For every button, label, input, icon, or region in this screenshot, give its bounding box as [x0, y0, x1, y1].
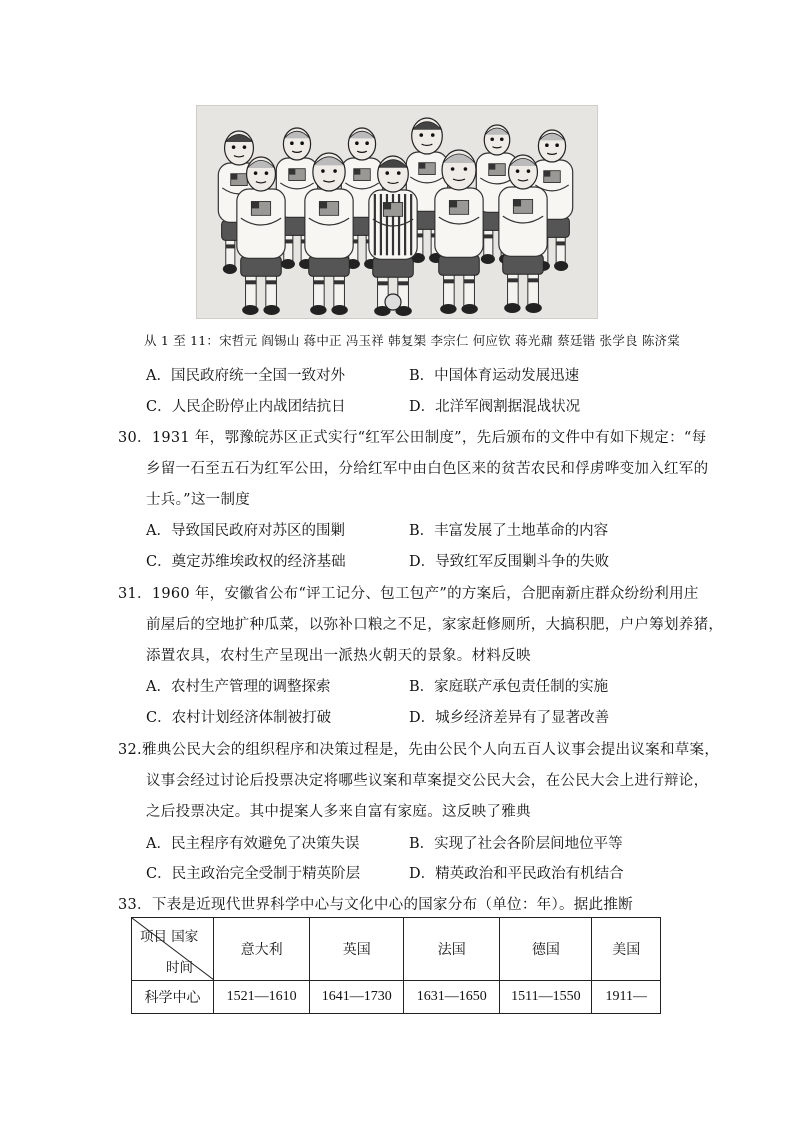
q30-option-b[interactable]: B．丰富发展了土地革命的内容 — [409, 523, 609, 539]
q29-option-c[interactable]: C．人民企盼停止内战团结抗日 — [146, 399, 346, 415]
table-cell: 1631—1650 — [404, 981, 500, 1014]
science-center-table — [131, 917, 661, 1014]
q30-option-d[interactable]: D．导致红军反围剿斗争的失败 — [409, 554, 610, 570]
table-cell: 1641—1730 — [310, 981, 404, 1014]
table-cell: 1511—1550 — [500, 981, 592, 1014]
q30-option-c[interactable]: C．奠定苏维埃政权的经济基础 — [146, 554, 346, 570]
table-header-row — [132, 918, 661, 981]
q32-option-a[interactable]: A．民主程序有效避免了决策失误 — [146, 836, 360, 852]
q29-option-b[interactable]: B．中国体育运动发展迅速 — [409, 368, 580, 384]
q33-stem-line: 33．下表是近现代世界科学中心与文化中心的国家分布（单位：年）。据此推断 — [118, 897, 633, 913]
corner-label-top: 项目 国家 — [140, 929, 199, 945]
table-cell: 1911— — [592, 981, 661, 1014]
cartoon-figure — [435, 150, 483, 314]
q29-option-d[interactable]: D．北洋军阀割据混战状况 — [409, 399, 581, 415]
col-header-usa: 美国 — [592, 918, 661, 981]
q32-stem-line-3: 之后投票决定。其中提案人多来自富有家庭。这反映了雅典 — [146, 804, 531, 820]
table-row — [132, 981, 661, 1014]
q30-stem-line-2: 乡留一石至五石为红军公田，分给红军中由白色区来的贫苦农民和俘虏哗变加入红军的 — [146, 461, 709, 477]
q31-stem-line-3: 添置农具，农村生产呈现出一派热火朝天的景象。材料反映 — [146, 648, 531, 664]
q31-stem-line-2: 前屋后的空地扩种瓜菜，以弥补口粮之不足，家家赶修厕所，大搞积肥，户户筹划养猪， — [146, 617, 724, 633]
q32-option-c[interactable]: C．民主政治完全受制于精英阶层 — [146, 866, 361, 882]
q31-option-c[interactable]: C．农村计划经济体制被打破 — [146, 710, 332, 726]
q31-stem-line-1: 31．1960 年，安徽省公布“评工记分、包工包产”的方案后，合肥南新庄群众纷纷利用庄 — [118, 586, 699, 602]
q30-stem-line-1: 30．1931 年，鄂豫皖苏区正式实行“红军公田制度”，先后颁布的文件中有如下规定：“每 — [118, 430, 707, 446]
q31-option-d[interactable]: D．城乡经济差异有了显著改善 — [409, 710, 610, 726]
q32-stem-line-1: 32.雅典公民大会的组织程序和决策过程是，先由公民个人向五百人议事会提出议案和草案， — [118, 742, 720, 758]
corner-label-bottom: 时间 — [166, 960, 193, 976]
col-header-uk: 英国 — [310, 918, 404, 981]
col-header-germany: 德国 — [500, 918, 592, 981]
q32-option-b[interactable]: B．实现了社会各阶层间地位平等 — [409, 836, 623, 852]
q30-option-a[interactable]: A．导致国民政府对苏区的围剿 — [146, 523, 345, 539]
table-cell: 1521—1610 — [214, 981, 310, 1014]
row-label: 科学中心 — [132, 981, 214, 1014]
q29-option-a[interactable]: A．国民政府统一全国一致对外 — [146, 368, 345, 384]
ball-graphic — [385, 294, 401, 310]
q31-option-b[interactable]: B．家庭联产承包责任制的实施 — [409, 679, 609, 695]
q31-option-a[interactable]: A．农村生产管理的调整探索 — [146, 679, 331, 695]
q30-stem-line-3: 士兵。”这一制度 — [146, 492, 251, 508]
col-header-italy: 意大利 — [214, 918, 310, 981]
q32-option-d[interactable]: D．精英政治和平民政治有机结合 — [409, 866, 624, 882]
table-corner-cell — [132, 918, 214, 981]
cartoon-caption: 从 1 至 11：宋哲元 阎锡山 蒋中正 冯玉祥 韩复榘 李宗仁 何应钦 蒋光鼐 蔡廷锴 张学良 陈济棠 — [144, 333, 680, 348]
cartoon-illustration — [196, 105, 598, 319]
q32-stem-line-2: 议事会经过讨论后投票决定将哪些议案和草案提交公民大会，在公民大会上进行辩论， — [146, 773, 709, 789]
cartoon-figures-graphic — [197, 106, 597, 318]
col-header-france: 法国 — [404, 918, 500, 981]
